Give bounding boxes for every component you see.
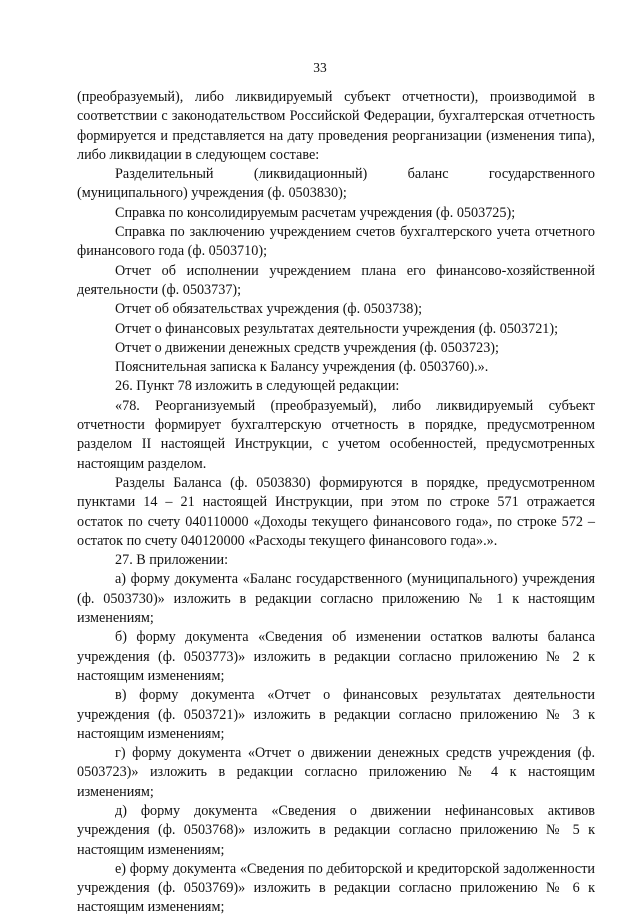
paragraph-intro: (преобразуемый), либо ликвидируемый субъект отчетности), производимой в соответствии с законодательством Российской Федерации, бухгалтерская отчетность формируется и представляется на дату проведения реорганизации (изменения типа), либо ликвидации в следующем составе: [77, 89, 595, 163]
document-body [77, 88, 595, 918]
appendix-item-e: е) форму документа «Сведения по дебиторской и кредиторской задолженности учреждения (ф. 0503769)» изложить в редакции согласно приложению № 6 к настоящим изменениям; [77, 860, 595, 916]
list-item: Справка по консолидируемым расчетам учреждения (ф. 0503725); [115, 204, 516, 221]
list-item: Отчет об обязательствах учреждения (ф. 0503738); [115, 301, 423, 318]
appendix-item-d: д) форму документа «Сведения о движении нефинансовых активов учреждения (ф. 0503768)» изложить в редакции согласно приложению № 5 к настоящим изменениям; [77, 802, 595, 858]
clause-26-heading: 26. Пункт 78 изложить в следующей редакции: [115, 378, 400, 395]
list-item: Пояснительная записка к Балансу учреждения (ф. 0503760).». [115, 359, 489, 376]
clause-78-balance-text: Разделы Баланса (ф. 0503830) формируются в порядке, предусмотренном пунктами 14 – 21 настоящей Инструкции, при этом по строке 571 отражается остаток по счету 040110000 «Доходы текущего финансового года», по строке 572 – остаток по счету 040120000 «Расходы текущего финансового года».». [77, 474, 595, 549]
clause-27-heading: 27. В приложении: [115, 552, 229, 569]
page-number: 33 [313, 60, 327, 75]
list-item: Отчет о финансовых результатах деятельности учреждения (ф. 0503721); [115, 320, 559, 337]
list-item: Отчет об исполнении учреждением плана его финансово-хозяйственной деятельности (ф. 0503737); [77, 262, 595, 298]
list-item: Разделительный (ликвидационный) баланс государственного (муниципального) учреждения (ф. 0503830); [77, 166, 595, 202]
list-item: Справка по заключению учреждением счетов бухгалтерского учета отчетного финансового года (ф. 0503710); [77, 224, 595, 260]
appendix-item-g: г) форму документа «Отчет о движении денежных средств учреждения (ф. 0503723)» изложить в редакции согласно приложению № 4 к настоящим изменениям; [77, 745, 595, 800]
appendix-item-a: а) форму документа «Баланс государственного (муниципального) учреждения (ф. 0503730)» изложить в редакции согласно приложению № 1 к настоящим изменениям; [77, 571, 595, 627]
list-item: Отчет о движении денежных средств учреждения (ф. 0503723); [115, 339, 499, 356]
appendix-item-b: б) форму документа «Сведения об изменении остатков валюты баланса учреждения (ф. 0503773)» изложить в редакции согласно приложению № 2 к настоящим изменениям; [77, 629, 595, 684]
clause-78-text: «78. Реорганизуемый (преобразуемый), либо ликвидируемый субъект отчетности формирует бухгалтерскую отчетность в порядке, предусмотренном разделом II настоящей Инструкции, с учетом особенностей, предусмотренных настоящим разделом. [77, 397, 595, 472]
appendix-item-v: в) форму документа «Отчет о финансовых результатах деятельности учреждения (ф. 0503721)» изложить в редакции согласно приложению № 3 к настоящим изменениям; [77, 687, 595, 742]
